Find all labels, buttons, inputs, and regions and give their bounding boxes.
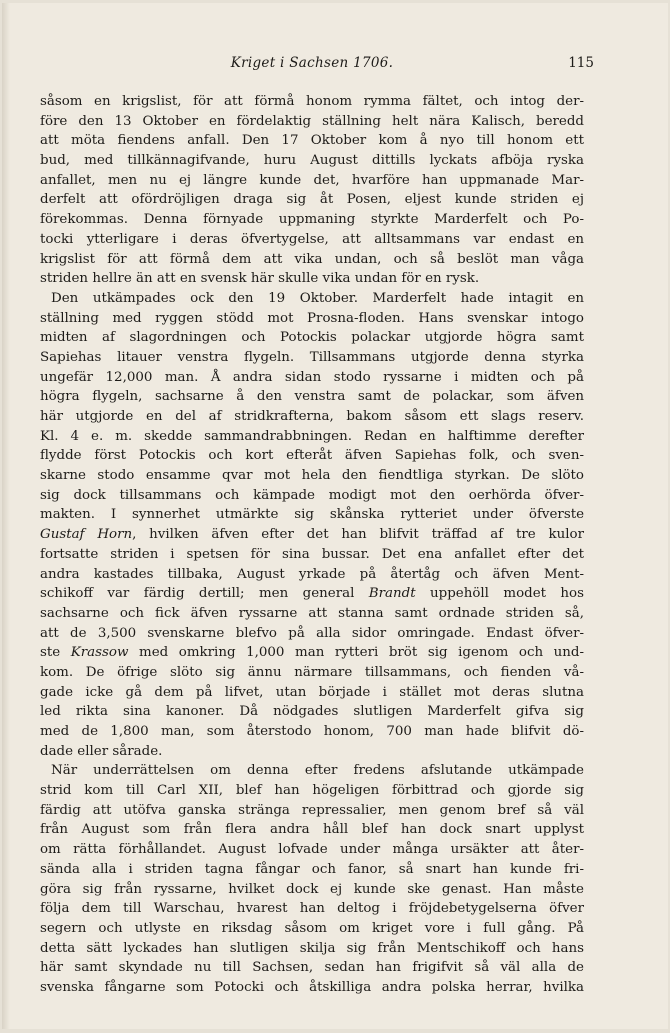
text-line: ungefär 12,000 man. Å andra sidan stodo ryssarne i midten och på <box>40 369 584 385</box>
text-line: andra kastades tillbaka, August yrkade på återtåg och äfven Ment- <box>40 566 584 582</box>
text-line: att möta fiendens anfall. Den 17 Oktober kom å nyo till honom ett <box>40 133 584 149</box>
text-line: Sapiehas litauer venstra flygeln. Tillsammans utgjorde denna styrka <box>40 349 584 365</box>
text-line: derfelt att ofördröjligen draga sig åt Posen, eljest kunde striden ej <box>40 192 584 208</box>
running-title: Kriget i Sachsen 1706. <box>230 55 394 71</box>
text-line: schikoff var färdig dertill; men general Brandt uppehöll modet hos <box>40 586 584 602</box>
text-line: före den 13 Oktober en fördelaktig ställning helt nära Kalisch, beredd <box>40 113 584 129</box>
text-line: När underrättelsen om denna efter fredens afslutande utkämpade <box>51 763 584 779</box>
text-line: led rikta sina kanoner. Då nödgades slutligen Marderfelt gifva sig <box>40 704 584 720</box>
page-fold-shadow <box>2 3 10 1029</box>
running-head <box>40 55 594 75</box>
text-line: fortsatte striden i spetsen för sina bussar. Det ena anfallet efter det <box>40 546 584 562</box>
text-line: sachsarne och fick äfven ryssarne att stanna samt ordnade striden så, <box>40 605 584 621</box>
text-line: gade icke gå dem på lifvet, utan började i stället mot deras slutna <box>40 684 584 700</box>
text-line: Gustaf Horn, hvilken äfven efter det han blifvit träffad af tre kulor <box>40 527 584 543</box>
text-line: här samt skyndade nu till Sachsen, sedan han frigifvit så väl alla de <box>40 960 584 976</box>
body-text <box>40 92 584 998</box>
text-line: att de 3,500 svenskarne blefvo på alla sidor omringade. Endast öfver- <box>40 625 584 641</box>
text-line: om rätta förhållandet. August lofvade under många ursäkter att åter- <box>40 842 584 858</box>
text-line: anfallet, men nu ej längre kunde det, hvarföre han uppmanade Mar- <box>40 172 584 188</box>
text-line: här utgjorde en del af stridkrafterna, bakom såsom ett slags reserv. <box>40 409 584 424</box>
text-line: kom. De öfrige slöto sig ännu närmare tillsammans, och fienden vå- <box>40 664 584 680</box>
text-line: följa dem till Warschau, hvarest han deltog i fröjdebetygelserna öfver <box>40 901 584 917</box>
text-line: tocki ytterligare i deras öfvertygelse, att alltsammans var endast en <box>40 231 584 247</box>
text-line: sig dock tillsammans och kämpade modigt mot den oerhörda öfver- <box>40 487 584 503</box>
text-line: högra flygeln, sachsarne å den venstra samt de polackar, som äfven <box>40 389 584 405</box>
text-line: skarne stodo ensamme qvar mot hela den fiendtliga styrkan. De slöto <box>40 468 584 484</box>
text-line: midten af slagordningen och Potockis polackar utgjorde högra samt <box>40 330 584 346</box>
text-line: svenska fångarne som Potocki och åtskilliga andra polska herrar, hvilka <box>40 979 584 995</box>
text-line: färdig att utöfva ganska stränga repressalier, men genom bref så väl <box>40 802 584 818</box>
text-line: från August som från flera andra håll blef han dock snart upplyst <box>40 822 584 838</box>
text-line: ställning med ryggen stödd mot Prosna-floden. Hans svenskar intogo <box>40 310 584 326</box>
text-line: Kl. 4 e. m. skedde sammandrabbningen. Redan en halftimme derefter <box>40 428 584 444</box>
text-line: detta sätt lyckades han slutligen skilja sig från Mentschikoff och hans <box>40 940 584 956</box>
text-line: Den utkämpades ock den 19 Oktober. Marderfelt hade intagit en <box>51 290 584 306</box>
text-line: makten. I synnerhet utmärkte sig skånska rytteriet under öfverste <box>40 507 584 523</box>
text-line: krigslist för att förmå dem att vika undan, och så beslöt man våga <box>40 251 584 267</box>
text-line: göra sig från ryssarne, hvilket dock ej kunde ske genast. Han måste <box>40 881 584 897</box>
page-number: 115 <box>568 55 594 71</box>
text-line: sända alla i striden tagna fångar och fanor, så snart han kunde fri- <box>40 861 584 877</box>
book-page <box>2 3 668 1029</box>
text-line: såsom en krigslist, för att förmå honom rymma fältet, och intog der- <box>40 94 584 109</box>
text-line: strid kom till Carl XII, blef han högeligen förbittrad och gjorde sig <box>40 783 584 799</box>
text-line: med de 1,800 man, som återstodo honom, 700 man hade blifvit dö- <box>40 724 584 739</box>
text-line: förekommas. Denna förnyade uppmaning styrkte Marderfelt och Po- <box>40 212 584 228</box>
text-line: segern och utlyste en riksdag såsom om kriget vore i full gång. På <box>40 920 584 936</box>
text-line: ste Krassow med omkring 1,000 man rytteri bröt sig igenom och und- <box>40 645 584 661</box>
text-line: flydde först Potockis och kort efteråt äfven Sapiehas folk, och sven- <box>40 448 584 464</box>
text-line: bud, med tillkännagifvande, huru August dittills lyckats afböja ryska <box>40 153 584 169</box>
text-line: striden hellre än att en svensk här skulle vika undan för en rysk. <box>40 271 480 287</box>
text-line: dade eller sårade. <box>40 743 163 759</box>
